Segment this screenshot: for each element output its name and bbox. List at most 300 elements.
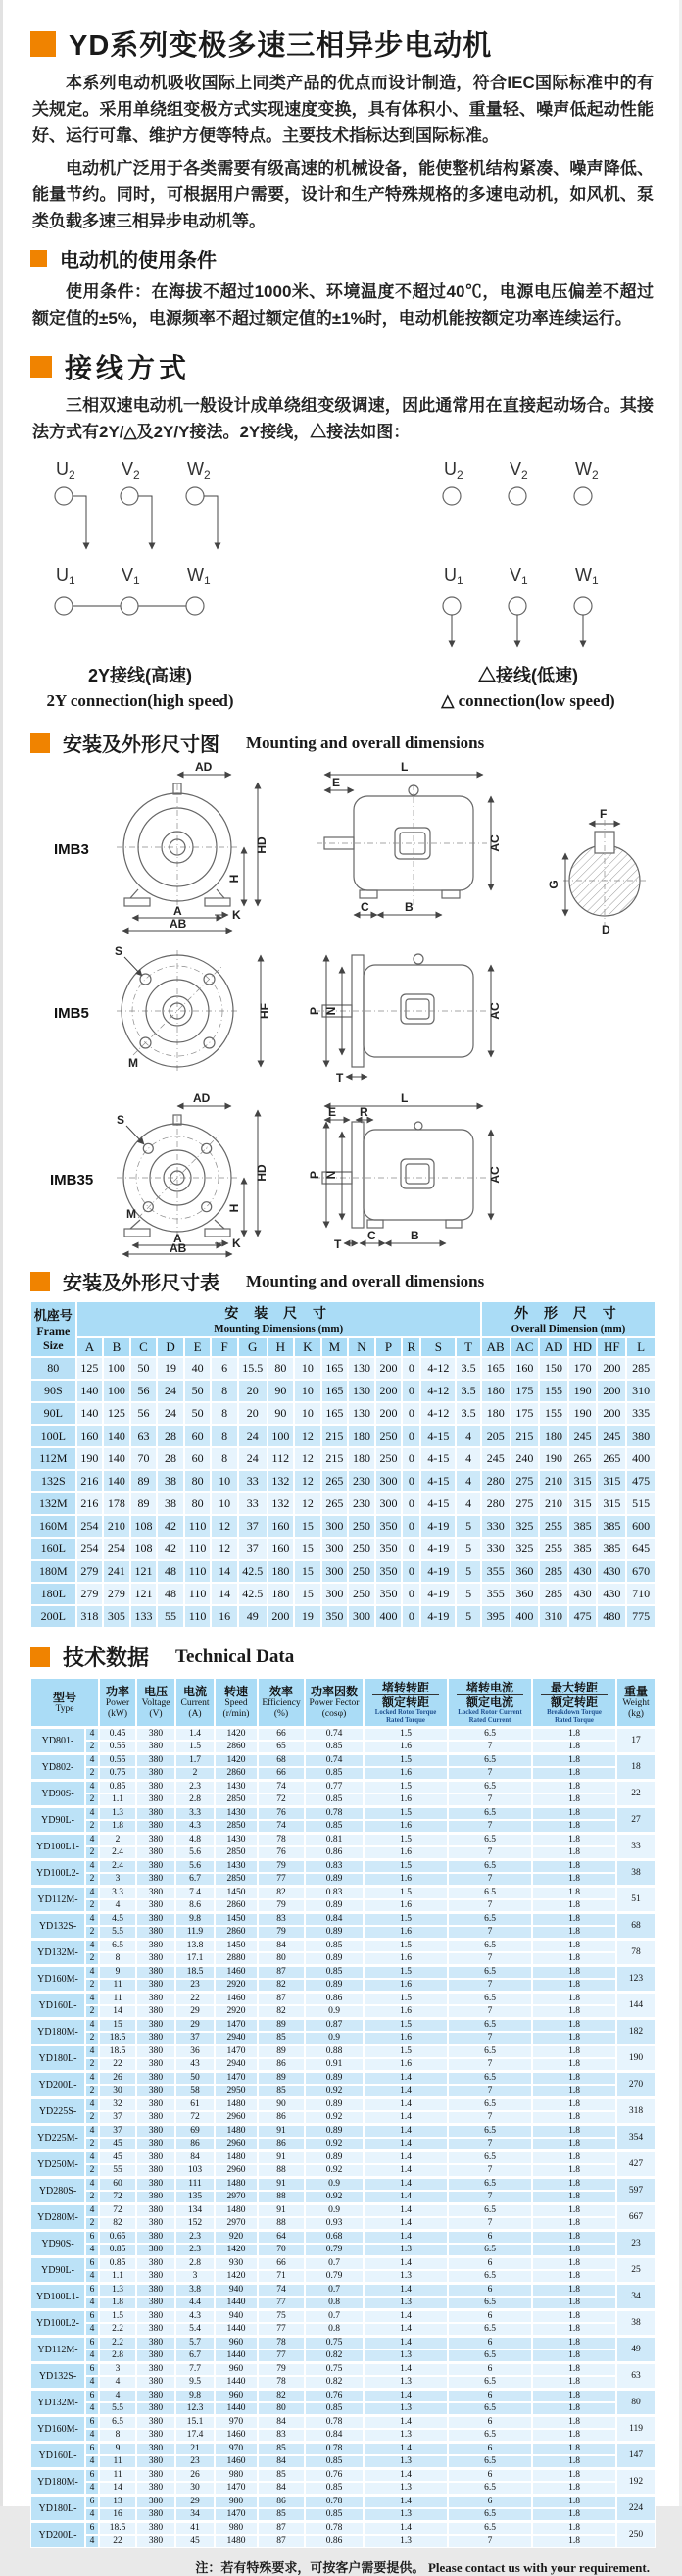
tech-value-cell: 7 [448,2032,532,2045]
tech-value-cell: 11 [99,2455,136,2468]
tech-value-cell: 380 [136,1833,175,1846]
tech-value-cell: 1.4 [364,2085,448,2097]
table-row [30,2071,656,2085]
tech-value-cell: 23 [175,2455,215,2468]
dim-value-cell: 180 [268,1560,295,1583]
tech-value-cell: 380 [136,2495,175,2508]
tech-value-cell: 1420 [215,1727,258,1741]
tech-value-cell: 0.85 [305,1965,364,1979]
dim-value-cell: 125 [103,1402,130,1425]
dim-value-cell: 180 [348,1447,375,1470]
table-row [30,1806,656,1820]
tech-value-cell: 380 [136,2256,175,2270]
svg-text:V2: $V_2$ [510,459,528,481]
tech-value-cell: 29 [175,2018,215,2032]
dim-value-cell: 6 [211,1357,238,1380]
dim-value-cell: 280 [481,1470,511,1492]
tech-value-cell: 77 [258,2349,305,2362]
tech-value-cell: 1.5 [364,2045,448,2058]
tech-value-cell: 380 [136,1979,175,1992]
dim-value-cell: 100 [103,1380,130,1402]
tech-value-cell: 0.89 [305,2071,364,2085]
dim-value-cell: 133 [130,1605,158,1628]
dim-value-cell: 385 [597,1515,626,1538]
intro-paragraph-1: 本系列电动机吸收国际上同类产品的优点而设计制造，符合IEC国际标准中的有关规定。采用单绕组变极方式实现速度变换，具有体积小、重量轻、噪声低起动性能好、运行可靠、维护方便等特点。主要技术指标达到国际标准。 [32,74,654,145]
model-cell: YD180M- [30,2018,85,2045]
tech-value-cell: 1.8 [532,1992,616,2005]
dim-value-cell: 130 [348,1402,375,1425]
tech-value-cell: 4.4 [175,2297,215,2309]
dim-value-cell: 430 [568,1560,598,1583]
dim-value-cell: 254 [76,1515,104,1538]
tech-value-cell: 2.8 [175,1793,215,1806]
tech-value-cell: 45 [99,2138,136,2150]
tech-value-cell: 1.6 [364,1952,448,1965]
svg-text:M: M [128,1056,138,1070]
dim-value-cell: 210 [539,1492,568,1515]
dim-value-cell: 42 [157,1538,184,1560]
svg-text:T: T [334,1237,342,1251]
table-row [30,2256,656,2270]
weight-cell: 23 [616,2230,656,2256]
tech-value-cell: 1.8 [532,1926,616,1939]
tech-value-cell: 6.5 [448,2097,532,2111]
pole-cell: 6 [85,2521,99,2535]
tech-value-cell: 1.8 [99,2297,136,2309]
dim-value-cell: 480 [597,1605,626,1628]
tech-header-row [30,1678,656,1727]
tech-value-cell: 0.85 [99,2256,136,2270]
dim-value-cell: 4-12 [420,1380,456,1402]
tech-value-cell: 69 [175,2124,215,2138]
dim-value-cell: 160 [268,1538,295,1560]
svg-text:P: P [308,1170,321,1180]
pole-cell: 2 [85,2217,99,2230]
tech-value-cell: 1.8 [532,1912,616,1926]
dim-value-cell: 80 [184,1492,212,1515]
svg-text:B: B [411,1229,419,1242]
tech-value-cell: 1.8 [532,2032,616,2045]
dim-value-cell: 4 [456,1425,481,1447]
weight-cell: 17 [616,1727,656,1753]
dim-value-cell: 254 [103,1538,130,1560]
dim-value-cell: 670 [626,1560,656,1583]
usage-section-heading [30,244,656,273]
pole-cell: 4 [85,1833,99,1846]
footer-note-cn: 注：若有特殊要求，可按客户需要提供。 [195,2560,425,2575]
weight-cell: 51 [616,1886,656,1912]
svg-text:V2: $V_2$ [122,459,140,481]
tech-value-cell: 23 [175,1979,215,1992]
tech-value-cell: 0.89 [305,1952,364,1965]
dim-value-cell: 5 [456,1605,481,1628]
weight-cell: 667 [616,2203,656,2230]
tech-value-cell: 0.85 [305,2455,364,2468]
dim-col-header: AD [539,1337,568,1357]
tech-value-cell: 22 [175,1992,215,2005]
tech-value-cell: 1.8 [532,2270,616,2283]
pole-cell: 2 [85,1899,99,1912]
dim-value-cell: 300 [321,1560,349,1583]
wiring-section-heading [30,347,656,386]
model-cell: YD100L1- [30,2283,85,2309]
table-row [30,2402,656,2415]
tech-value-cell: 1.4 [364,2442,448,2455]
weight-cell: 78 [616,1939,656,1965]
tech-value-cell: 380 [136,1886,175,1899]
pole-cell: 4 [85,2402,99,2415]
tech-value-cell: 380 [136,2455,175,2468]
tech-value-cell: 2850 [215,1846,258,1859]
tech-value-cell: 6.5 [448,2124,532,2138]
tech-value-cell: 43 [175,2058,215,2071]
pole-cell: 2 [85,1767,99,1780]
dim-value-cell: 0 [402,1357,420,1380]
svg-text:N: N [324,1006,338,1016]
tech-value-cell: 86 [258,2111,305,2124]
tech-value-cell: 82 [258,2389,305,2402]
tech-value-cell: 380 [136,1939,175,1952]
tech-value-cell: 64 [258,2230,305,2244]
pole-cell: 6 [85,2442,99,2455]
tech-value-cell: 0.85 [305,1939,364,1952]
dim-value-cell: 200 [268,1605,295,1628]
tech-value-cell: 3.8 [175,2283,215,2297]
tech-value-cell: 1.4 [364,2203,448,2217]
tech-value-cell: 17.4 [175,2429,215,2442]
pole-cell: 4 [85,1912,99,1926]
tech-value-cell: 380 [136,1727,175,1741]
tech-value-cell: 7.4 [175,1886,215,1899]
tech-value-cell: 55 [99,2164,136,2177]
tech-value-cell: 0.76 [305,2468,364,2482]
table-row [30,1492,656,1515]
tech-value-cell: 380 [136,2005,175,2018]
dim-letter-row [30,1337,656,1357]
dim-value-cell: 430 [597,1560,626,1583]
tech-value-cell: 1.3 [364,2244,448,2256]
section-bullet-icon [30,1272,50,1291]
tech-value-cell: 9.5 [175,2376,215,2389]
tech-value-cell: 1.5 [175,1741,215,1753]
tech-value-cell: 72 [99,2191,136,2203]
tech-value-cell: 1.4 [364,2124,448,2138]
frame-size-cell: 90L [30,1402,76,1425]
svg-text:IMB5: IMB5 [54,1005,89,1022]
tech-value-cell: 380 [136,1965,175,1979]
dim-value-cell: 4-15 [420,1447,456,1470]
dim-value-cell: 48 [157,1583,184,1605]
tech-value-cell: 1.8 [532,1767,616,1780]
dim-group-row [30,1301,656,1337]
tech-value-cell: 88 [258,2217,305,2230]
tech-value-cell: 3 [99,1873,136,1886]
dim-value-cell: 230 [348,1492,375,1515]
tech-value-cell: 1.4 [364,2071,448,2085]
dim-value-cell: 280 [481,1492,511,1515]
dim-col-header: A [76,1337,104,1357]
tech-value-cell: 1470 [215,2045,258,2058]
tech-value-cell: 41 [175,2521,215,2535]
dim-value-cell: 4-15 [420,1470,456,1492]
model-cell: YD180L- [30,2495,85,2521]
weight-cell: 68 [616,1912,656,1939]
tech-value-cell: 6.5 [448,2402,532,2415]
weight-cell: 18 [616,1753,656,1780]
svg-text:E: E [332,776,341,789]
tech-value-cell: 6 [448,2336,532,2349]
tech-section-heading [30,1642,656,1672]
dim-value-cell: 19 [157,1357,184,1380]
dim-value-cell: 0 [402,1515,420,1538]
dim-value-cell: 200 [375,1357,403,1380]
tech-value-cell: 0.88 [305,2045,364,2058]
tech-value-cell: 2950 [215,2085,258,2097]
dim-value-cell: 180 [481,1402,511,1425]
pole-cell: 4 [85,2071,99,2085]
dim-value-cell: 355 [481,1560,511,1583]
tech-value-cell: 1.8 [532,2124,616,2138]
tech-value-cell: 1.8 [532,1873,616,1886]
tech-value-cell: 1.4 [364,2495,448,2508]
table-row [30,2177,656,2191]
tech-value-cell: 1480 [215,2535,258,2548]
tech-value-cell: 0.74 [305,1727,364,1741]
pole-cell: 6 [85,2230,99,2244]
dim-value-cell: 8 [211,1447,238,1470]
dim-value-cell: 100 [103,1357,130,1380]
tech-value-cell: 0.68 [305,2230,364,2244]
model-cell: YD90S- [30,1780,85,1806]
tech-value-cell: 16 [99,2508,136,2521]
tech-value-cell: 6.5 [448,2018,532,2032]
dim-value-cell: 90 [268,1380,295,1402]
tech-value-cell: 960 [215,2362,258,2376]
tech-value-cell: 0.55 [99,1753,136,1767]
tech-value-cell: 15 [99,2018,136,2032]
tech-value-cell: 1.6 [364,1926,448,1939]
tech-value-cell: 380 [136,1859,175,1873]
tech-value-cell: 0.8 [305,2297,364,2309]
table-row [30,2495,656,2508]
tech-value-cell: 1.8 [532,2297,616,2309]
tech-value-cell: 7 [448,1979,532,1992]
tech-value-cell: 0.82 [305,2349,364,2362]
dim-value-cell: 165 [481,1357,511,1380]
tech-value-cell: 82 [99,2217,136,2230]
tech-value-cell: 61 [175,2097,215,2111]
tech-value-cell: 0.92 [305,2138,364,2150]
table-row [30,2058,656,2071]
pole-cell: 6 [85,2256,99,2270]
tech-value-cell: 2860 [215,1899,258,1912]
dim-value-cell: 14 [211,1560,238,1583]
tech-value-cell: 1.8 [532,1780,616,1793]
pole-cell: 4 [85,2376,99,2389]
frame-size-cell: 160M [30,1515,76,1538]
tech-value-cell: 1.4 [364,2468,448,2482]
table-row [30,1899,656,1912]
technical-data-table [30,1678,656,2548]
tech-value-cell: 79 [258,1899,305,1912]
tech-value-cell: 1.4 [364,2323,448,2336]
pole-cell: 2 [85,1926,99,1939]
dim-value-cell: 42 [157,1515,184,1538]
tech-value-cell: 1.8 [532,2429,616,2442]
tech-value-cell: 0.92 [305,2085,364,2097]
intro-paragraph-2: 电动机广泛用于各类需要有级高速的机械设备，能使整机结构紧凑、噪声降低、能量节约。同时，可根据用户需要，设计和生产特殊规格的多速电动机，如风机、泵类负载多速三相异步电动机等。 [32,159,654,230]
dim-col-header: F [211,1337,238,1357]
tech-value-cell: 1440 [215,2323,258,2336]
tech-value-cell: 1.3 [364,2535,448,2548]
tech-value-cell: 11 [99,1979,136,1992]
pole-cell: 2 [85,2032,99,2045]
tech-value-cell: 1.5 [364,1727,448,1741]
frame-size-header: 机座号 Frame Size [30,1301,76,1357]
pole-cell: 4 [85,1886,99,1899]
tech-value-cell: 79 [258,1926,305,1939]
tech-value-cell: 380 [136,2535,175,2548]
dim-col-header: B [103,1337,130,1357]
tech-value-cell: 380 [136,2415,175,2429]
tech-value-cell: 6 [448,2362,532,2376]
svg-text:N: N [324,1170,338,1180]
dim-value-cell: 12 [211,1538,238,1560]
tech-value-cell: 1.4 [364,2521,448,2535]
tech-value-cell: 0.9 [305,2177,364,2191]
tech-value-cell: 0.79 [305,2270,364,2283]
svg-text:W1: $W_1$ [575,565,599,587]
tech-value-cell: 7 [448,2535,532,2548]
tech-value-cell: 3.3 [99,1886,136,1899]
tech-value-cell: 1.8 [532,2071,616,2085]
dim-value-cell: 140 [103,1470,130,1492]
dimension-table [30,1301,656,1628]
dim-value-cell: 24 [238,1425,268,1447]
tech-value-cell: 1.6 [364,1846,448,1859]
dim-value-cell: 40 [184,1357,212,1380]
dim-value-cell: 112 [268,1447,295,1470]
tech-value-cell: 380 [136,2097,175,2111]
tech-value-cell: 380 [136,2244,175,2256]
tech-value-cell: 6.5 [448,2177,532,2191]
frame-size-cell: 180M [30,1560,76,1583]
dim-value-cell: 24 [238,1447,268,1470]
tech-value-cell: 1.8 [532,1793,616,1806]
tech-value-cell: 103 [175,2164,215,2177]
tech-value-cell: 1460 [215,2429,258,2442]
dim-value-cell: 10 [294,1402,321,1425]
tech-value-cell: 380 [136,1793,175,1806]
tech-value-cell: 1.8 [532,2402,616,2415]
tech-value-cell: 940 [215,2283,258,2297]
tech-value-cell: 7 [448,1820,532,1833]
tech-value-cell: 1460 [215,1965,258,1979]
tech-value-cell: 32 [99,2097,136,2111]
dim-value-cell: 400 [511,1605,540,1628]
dim-value-cell: 265 [597,1447,626,1470]
svg-text:HF: HF [258,1003,271,1019]
dim-value-cell: 210 [539,1470,568,1492]
tech-value-cell: 1450 [215,1912,258,1926]
tech-value-cell: 6 [448,2468,532,2482]
wiring-2y-diagram [32,459,248,711]
table-row [30,2468,656,2482]
pole-cell: 6 [85,2389,99,2402]
tech-value-cell: 6.5 [448,2071,532,2085]
tech-value-cell: 380 [136,2349,175,2362]
dim-col-header: HD [568,1337,598,1357]
section-bullet-icon [30,1647,50,1667]
frame-size-cell: 180L [30,1583,76,1605]
tech-value-cell: 6 [448,2442,532,2455]
tech-value-cell: 6 [448,2495,532,2508]
dim-value-cell: 216 [76,1470,104,1492]
tech-value-cell: 1.4 [364,2191,448,2203]
tech-value-cell: 1.4 [364,2309,448,2323]
tech-value-cell: 0.82 [305,2376,364,2389]
tech-value-cell: 82 [258,1886,305,1899]
svg-text:HD: HD [255,1164,268,1182]
svg-text:R: R [360,1105,368,1119]
dim-col-header: R [402,1337,420,1357]
tech-value-cell: 37 [99,2124,136,2138]
tech-value-cell: 6.5 [448,2150,532,2164]
tech-value-cell: 0.86 [305,2535,364,2548]
model-cell: YD250M- [30,2150,85,2177]
tech-value-cell: 1.8 [532,2045,616,2058]
svg-text:V1: $V_1$ [510,565,528,587]
dim-value-cell: 279 [76,1560,104,1583]
tech-value-cell: 1.8 [532,2535,616,2548]
tech-value-cell: 1.5 [364,1992,448,2005]
tech-value-cell: 1420 [215,2244,258,2256]
model-cell: YD801- [30,1727,85,1753]
tech-value-cell: 6 [448,2389,532,2402]
tech-value-cell: 980 [215,2495,258,2508]
dim-value-cell: 49 [238,1605,268,1628]
tech-value-cell: 380 [136,1780,175,1793]
pole-cell: 4 [85,2323,99,2336]
tech-value-cell: 6 [448,2309,532,2323]
dim-value-cell: 28 [157,1447,184,1470]
dim-value-cell: 400 [626,1447,656,1470]
tech-value-cell: 78 [258,2336,305,2349]
svg-text:IMB35: IMB35 [50,1172,94,1188]
dim-value-cell: 132 [268,1492,295,1515]
pole-cell: 4 [85,1939,99,1952]
tech-value-cell: 14 [99,2482,136,2495]
usage-paragraph: 使用条件：在海拔不超过1000米、环境温度不超过40℃，电源电压偏差不超过额定值的±5%，电源频率不超过额定值的±1%时，电动机能按额定功率连续运行。 [32,282,654,328]
dim-value-cell: 160 [268,1515,295,1538]
tech-value-cell: 6.5 [448,2429,532,2442]
dim-value-cell: 37 [238,1515,268,1538]
tech-value-cell: 6.5 [448,1833,532,1846]
type-header: 型号 Type [30,1678,99,1727]
tech-value-cell: 2970 [215,2191,258,2203]
dim-value-cell: 38 [157,1470,184,1492]
model-cell: YD160L- [30,1992,85,2018]
wiring-2y-caption-en: 2Y connection(high speed) [46,691,234,710]
tech-value-cell: 0.7 [305,2283,364,2297]
tech-value-cell: 380 [136,2111,175,2124]
tech-value-cell: 0.74 [305,1753,364,1767]
tech-value-cell: 84 [258,2415,305,2429]
tech-value-cell: 1.8 [532,2455,616,2468]
tech-value-cell: 6.5 [448,1859,532,1873]
tech-value-cell: 82 [258,1979,305,1992]
tech-value-cell: 1.8 [532,2005,616,2018]
